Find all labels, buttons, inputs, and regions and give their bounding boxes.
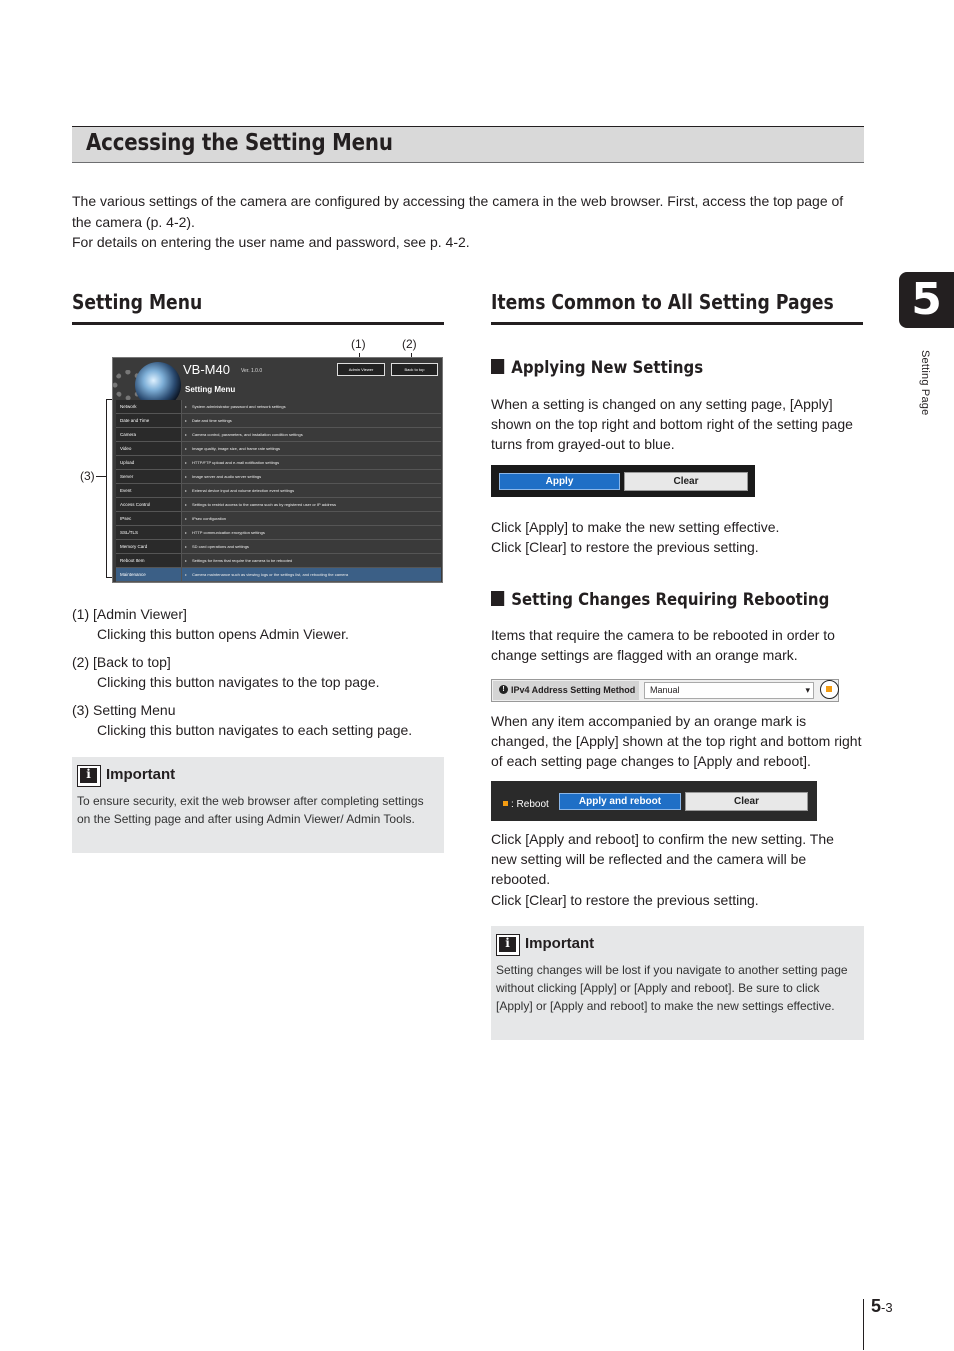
sub-heading-text: Applying New Settings [511, 358, 704, 378]
ipv4-label: ! IPv4 Address Setting Method [493, 681, 639, 700]
menu-row-desc: ▸ Date and time settings [182, 414, 441, 427]
back-to-top-button[interactable]: Back to top [391, 363, 438, 376]
section-rule [72, 322, 444, 325]
menu-row-desc: ▸ HTTP/FTP upload and e-mail notification settings [182, 456, 441, 469]
menu-row-label: Access Control [116, 498, 182, 511]
intro-paragraph-2: For details on entering the user name and password, see p. 4-2. [72, 234, 470, 250]
menu-row-desc: ▸ HTTP communication encryption settings [182, 526, 441, 539]
applying-new-settings-heading [491, 358, 703, 378]
apply-reboot-screenshot [491, 781, 817, 821]
menu-row-desc: ▸ Settings to restrict access to the camera such as by registered user or IP address [182, 498, 441, 511]
menu-row-label: Network [116, 400, 182, 413]
reboot-change-description: When any item accompanied by an orange mark is changed, the [Apply] shown at the top right and bottom right of each setting page changes to [Apply and reboot]. [491, 713, 862, 770]
setting-menu-screenshot [112, 357, 443, 583]
page-chapter: 5 [871, 1296, 882, 1316]
important-title: Important [106, 766, 176, 783]
menu-row-label: Memory Card [116, 540, 182, 553]
numbered-list [72, 604, 444, 748]
menu-row-ipsec[interactable] [116, 512, 441, 526]
menu-row-desc: ▸ Camera control, parameters, and installation condition settings [182, 428, 441, 441]
menu-rows [116, 400, 441, 582]
sub-heading-text: Setting Changes Requiring Rebooting [511, 590, 830, 610]
list-item [72, 652, 444, 692]
footer-rule [863, 1299, 864, 1350]
page-suffix: -3 [881, 1300, 893, 1315]
setting-menu-heading: Setting Menu [72, 290, 203, 314]
square-bullet-icon [491, 359, 504, 374]
menu-row-label: Date and Time [116, 414, 182, 427]
menu-row-memory-card[interactable] [116, 540, 441, 554]
apply-clear-screenshot [491, 465, 755, 497]
apply-instructions [491, 517, 863, 557]
intro-text [72, 191, 864, 253]
menu-row-desc: ▸ SD card operations and settings [182, 540, 441, 553]
apply-and-reboot-button[interactable]: Apply and reboot [559, 793, 681, 810]
important-text: Setting changes will be lost if you navigate to another setting page without clicking [Apply] or [Apply and reboot]. Be sure to click [Apply] or [Apply and reboot] to make the new settings effective. [496, 963, 848, 1013]
common-items-heading: Items Common to All Setting Pages [491, 290, 834, 314]
reboot-legend [503, 799, 549, 810]
menu-row-desc: ▸ Image quality, image size, and frame rate settings [182, 442, 441, 455]
reboot-instructions [491, 829, 863, 910]
reboot-legend-text: : Reboot [511, 799, 549, 810]
admin-viewer-button[interactable]: Admin Viewer [337, 363, 385, 376]
menu-row-label: Camera [116, 428, 182, 441]
menu-row-server[interactable] [116, 470, 441, 484]
clear-instruction: Click [Clear] to restore the previous setting. [491, 891, 759, 908]
menu-row-desc: ▸ System administrator password and network settings [182, 400, 441, 413]
callout-1: (1) [351, 337, 366, 351]
important-icon [77, 765, 101, 787]
intro-paragraph-1: The various settings of the camera are configured by accessing the camera in the web browser. First, access the top page of the camera (p. 4-2). [72, 193, 844, 230]
orange-mark-icon [503, 801, 508, 806]
callout-2: (2) [402, 337, 417, 351]
apply-description: When a setting is changed on any setting page, [Apply] shown on the top right and bottom right of the setting page turns from grayed-out to blue. [491, 396, 853, 453]
menu-row-label: Video [116, 442, 182, 455]
list-item-desc: Clicking this button navigates to the top page. [97, 674, 380, 690]
important-box-left [72, 757, 444, 853]
list-item [72, 700, 444, 740]
menu-row-upload[interactable] [116, 456, 441, 470]
important-box-right [491, 926, 864, 1040]
menu-row-event[interactable] [116, 484, 441, 498]
clear-instruction: Click [Clear] to restore the previous setting. [491, 539, 759, 556]
menu-row-maintenance[interactable] [116, 568, 441, 582]
chapter-tab: 5 [899, 272, 954, 328]
callout-bracket [106, 399, 107, 578]
callout-line-3 [96, 476, 106, 477]
side-label: Setting Page [919, 350, 931, 416]
menu-row-reboot-item[interactable] [116, 554, 441, 568]
menu-row-label: Upload [116, 456, 182, 469]
menu-row-video[interactable] [116, 442, 441, 456]
orange-mark-icon [820, 680, 839, 699]
apply-button[interactable]: Apply [499, 473, 620, 490]
list-item-title: (1) [Admin Viewer] [72, 606, 187, 622]
reboot-description: Items that require the camera to be rebooted in order to change settings are flagged with an orange mark. [491, 627, 835, 664]
list-item-desc: Clicking this button opens Admin Viewer. [97, 626, 349, 642]
menu-row-label: Server [116, 470, 182, 483]
menu-row-desc: ▸ Settings for items that require the camera to be rebooted [182, 554, 441, 567]
menu-row-date-time[interactable] [116, 414, 441, 428]
page-title: Accessing the Setting Menu [86, 130, 393, 156]
menu-row-access-control[interactable] [116, 498, 441, 512]
menu-row-network[interactable] [116, 400, 441, 414]
list-item-title: (2) [Back to top] [72, 654, 171, 670]
version: Ver. 1.0.0 [241, 368, 263, 374]
menu-row-label: Event [116, 484, 182, 497]
list-item-desc: Clicking this button navigates to each setting page. [97, 722, 413, 738]
menu-row-camera[interactable] [116, 428, 441, 442]
menu-row-label: SSL/TLS [116, 526, 182, 539]
square-bullet-icon [491, 591, 504, 606]
page-number [871, 1296, 893, 1317]
callout-3: (3) [80, 469, 95, 483]
menu-row-label: Maintenance [116, 568, 182, 581]
menu-row-desc: ▸ External device input and volume detection event settings [182, 484, 441, 497]
important-text: To ensure security, exit the web browser after completing settings on the Setting page and after using Admin Viewer/ Admin Tools. [77, 794, 424, 826]
list-item-title: (3) Setting Menu [72, 702, 176, 718]
important-icon [496, 934, 520, 956]
ipv4-setting-screenshot [491, 679, 839, 702]
clear-button[interactable]: Clear [685, 792, 808, 811]
section-rule [491, 322, 863, 325]
apply-instruction: Click [Apply] to make the new setting effective. [491, 519, 780, 535]
clear-button[interactable]: Clear [624, 472, 748, 491]
menu-row-desc: ▸ Camera maintenance such as viewing logs or the settings list, and rebooting the camera [182, 568, 441, 581]
ipv4-method-select[interactable]: Manual ▾ [644, 682, 814, 699]
menu-row-desc: ▸ IPsec configuration [182, 512, 441, 525]
menu-row-desc: ▸ Image server and audio server settings [182, 470, 441, 483]
model-name: VB-M40 [183, 362, 230, 377]
menu-row-label: Reboot Item [116, 554, 182, 567]
menu-title: Setting Menu [185, 385, 236, 394]
important-title: Important [525, 935, 595, 952]
page-title-bar [72, 126, 864, 163]
menu-row-ssl-tls[interactable] [116, 526, 441, 540]
apply-reboot-instruction: Click [Apply and reboot] to confirm the new setting. The new setting will be reflected and the camera will be rebooted. [491, 831, 834, 888]
rebooting-heading [491, 590, 829, 610]
list-item [72, 604, 444, 644]
menu-row-label: IPsec [116, 512, 182, 525]
